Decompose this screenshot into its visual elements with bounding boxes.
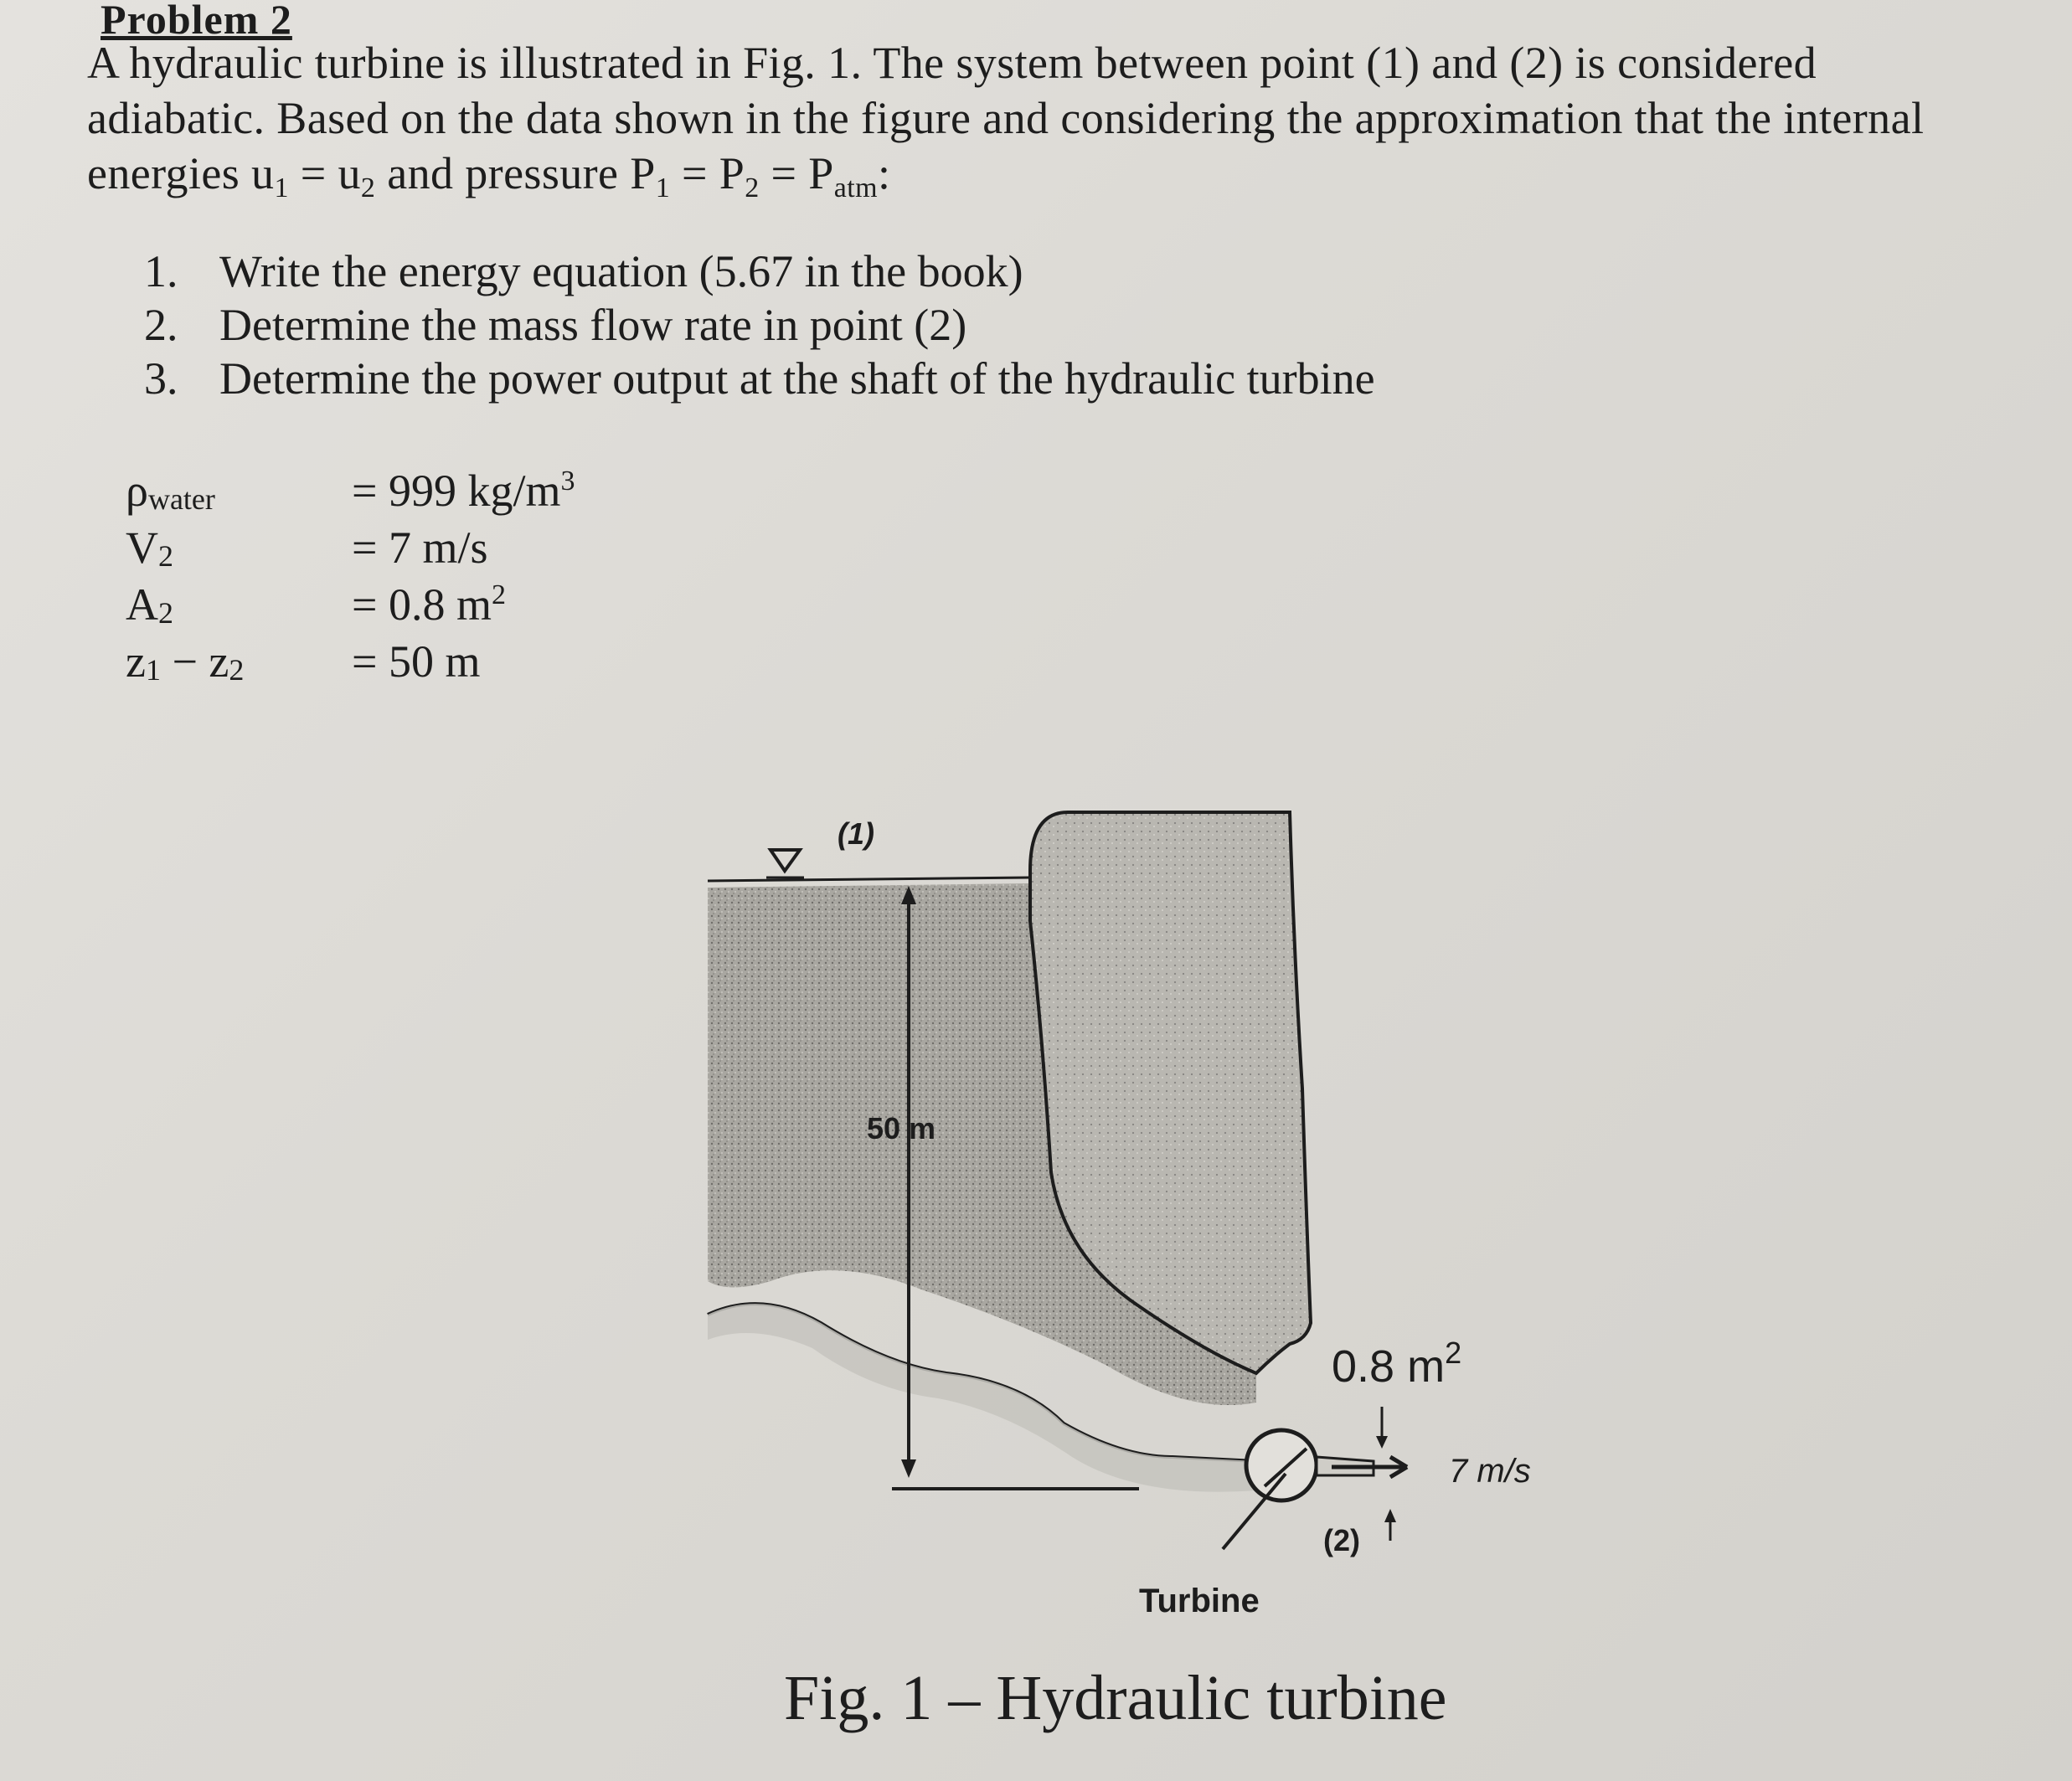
task-list bbox=[144, 245, 1375, 405]
outlet-area-text: 0.8 m bbox=[1332, 1341, 1446, 1392]
density-value bbox=[352, 465, 575, 517]
v-glyph: V bbox=[126, 522, 158, 573]
area-value bbox=[352, 579, 506, 631]
free-surface-marker bbox=[771, 850, 800, 871]
turbine-wheel bbox=[1246, 1430, 1317, 1500]
task-text: Determine the power output at the shaft of the hydraulic turbine bbox=[219, 353, 1375, 404]
area-symbol bbox=[126, 579, 173, 631]
elevation-value: = 50 m bbox=[352, 636, 481, 687]
rho-glyph: ρ bbox=[126, 466, 148, 516]
statement-pressure-text: and pressure P bbox=[375, 148, 656, 198]
area-pointer-head bbox=[1376, 1436, 1388, 1449]
task-item-2 bbox=[144, 298, 1375, 352]
density-symbol bbox=[126, 465, 215, 517]
statement-equals-patm: = P bbox=[759, 148, 834, 198]
statement-equals-u: = u bbox=[288, 148, 361, 198]
task-number: 3. bbox=[144, 353, 178, 404]
point1-label: (1) bbox=[838, 816, 874, 851]
problem-title: Problem 2 bbox=[101, 0, 292, 43]
task-number: 1. bbox=[144, 246, 178, 296]
z1-glyph: z bbox=[126, 636, 146, 687]
statement-line-2: adiabatic. Based on the data shown in the figure and considering the approximation that the internal bbox=[87, 93, 1925, 143]
turbine-label: Turbine bbox=[1139, 1583, 1260, 1619]
density-value-text: = 999 kg/m bbox=[352, 466, 561, 516]
z2-subscript: 2 bbox=[229, 653, 245, 687]
figure-caption: Fig. 1 – Hydraulic turbine bbox=[784, 1663, 1447, 1733]
task-text: Write the energy equation (5.67 in the book) bbox=[219, 246, 1023, 296]
height-label: 50 m bbox=[867, 1111, 936, 1145]
subscript-p1: 1 bbox=[655, 172, 671, 203]
task-item-1 bbox=[144, 245, 1375, 298]
a-glyph: A bbox=[126, 579, 158, 630]
task-text: Determine the mass flow rate in point (2) bbox=[219, 300, 967, 350]
elevation-symbol bbox=[126, 636, 244, 687]
rho-subscript: water bbox=[147, 482, 215, 516]
point2-pointer-head bbox=[1384, 1509, 1396, 1522]
area-exponent: 2 bbox=[491, 579, 506, 610]
task-item-3 bbox=[144, 352, 1375, 405]
outlet-area-exponent: 2 bbox=[1445, 1336, 1462, 1370]
density-exponent: 3 bbox=[560, 466, 575, 497]
outlet-area-label bbox=[1332, 1336, 1461, 1392]
statement-line-3 bbox=[87, 146, 2013, 216]
problem-statement bbox=[87, 35, 2013, 216]
statement-energies-text: energies u bbox=[87, 148, 275, 198]
subscript-atm: atm bbox=[833, 172, 878, 203]
velocity-value: = 7 m/s bbox=[352, 522, 488, 573]
subscript-u2: 2 bbox=[360, 172, 376, 203]
area-value-text: = 0.8 m bbox=[352, 579, 492, 630]
task-number: 2. bbox=[144, 300, 178, 350]
statement-line-1: A hydraulic turbine is illustrated in Fig. 1. The system between point (1) and (2) is considered bbox=[87, 38, 1817, 88]
statement-equals-p: = P bbox=[670, 148, 745, 198]
v-subscript: 2 bbox=[158, 539, 173, 573]
statement-colon: : bbox=[877, 148, 891, 198]
height-arrow-bottom bbox=[901, 1459, 916, 1478]
a-subscript: 2 bbox=[158, 596, 173, 630]
z1-subscript: 1 bbox=[145, 653, 161, 687]
turbine-figure bbox=[670, 787, 1591, 1641]
velocity-symbol bbox=[126, 522, 173, 574]
subscript-p2: 2 bbox=[745, 172, 760, 203]
water-surface-line bbox=[708, 878, 1030, 881]
z2-glyph: − z bbox=[160, 636, 229, 687]
subscript-u1: 1 bbox=[274, 172, 289, 203]
velocity-label: 7 m/s bbox=[1449, 1453, 1531, 1490]
point2-label: (2) bbox=[1323, 1523, 1360, 1557]
